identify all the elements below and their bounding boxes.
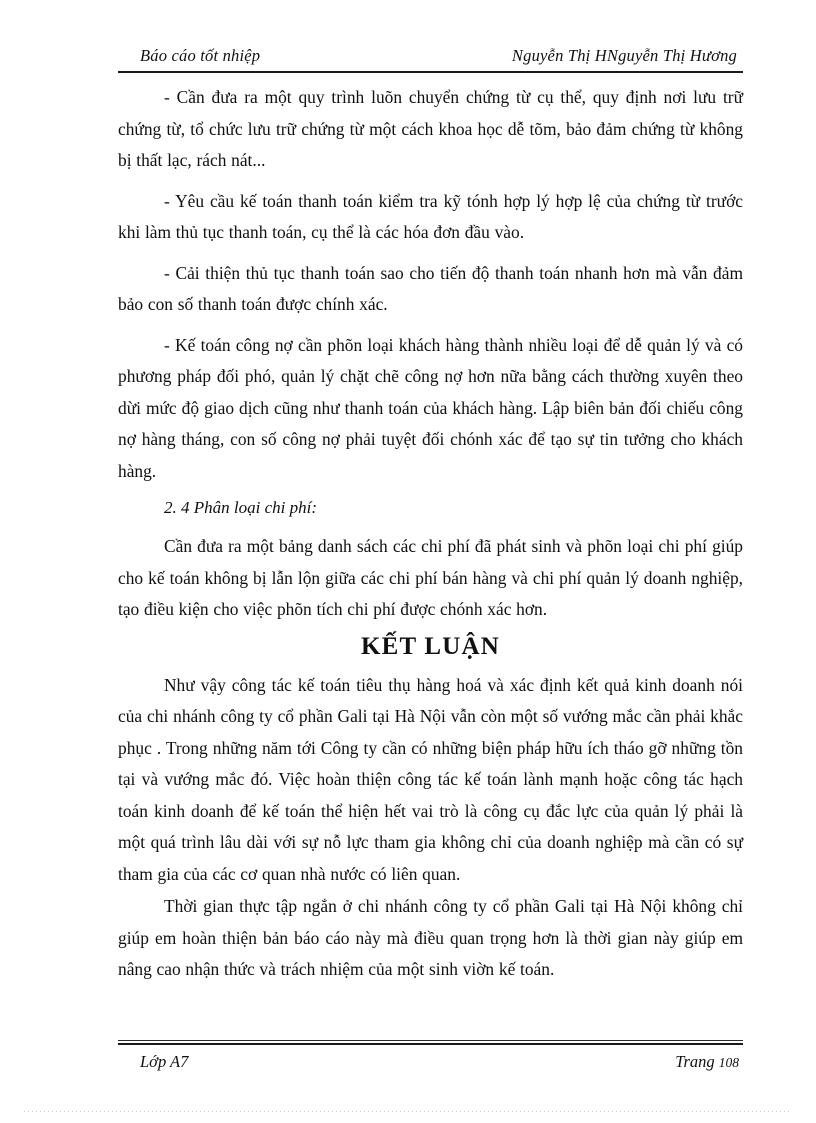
page-footer bbox=[118, 1040, 743, 1072]
footer-divider-rule-thin bbox=[118, 1040, 743, 1041]
page-header-row bbox=[118, 46, 743, 66]
body-paragraph-2: - Yêu cầu kế toán thanh toán kiểm tra kỹ tónh hợp lý hợp lệ của chứng từ trước khi làm thủ tục thanh toán, cụ thể là các hóa đơn đầu vào. bbox=[118, 190, 743, 242]
footer-page-label: Trang bbox=[675, 1052, 715, 1072]
body-paragraph-1: - Cần đưa ra một quy trình luõn chuyển chứng từ cụ thể, quy định nơi lưu trữ chứng từ, tổ chức lưu trữ chứng từ một cách khoa học dễ tõm, bảo đảm chứng từ không bị thất lạc, rách nát... bbox=[118, 87, 743, 170]
header-document-title: Báo cáo tốt nhiệp bbox=[140, 46, 261, 65]
body-paragraph-3: - Cải thiện thủ tục thanh toán sao cho tiến độ thanh toán nhanh hơn mà vẫn đảm bảo con số thanh toán được chính xác. bbox=[118, 262, 743, 314]
footer-divider-rule-thick bbox=[118, 1043, 743, 1045]
page-header bbox=[118, 46, 743, 72]
conclusion-paragraph-1: Như vậy công tác kế toán tiêu thụ hàng hoá và xác định kết quả kinh doanh nói của chi nhánh công ty cổ phần Gali tại Hà Nội vẫn còn một số vướng mắc cần phải khắc phục . Trong những năm tới Công ty cần có những biện pháp hữu ích tháo gỡ những tồn tại và vướng mắc đó. Việc hoàn thiện công tác kế toán lành mạnh hoặc công tác hạch toán kinh doanh để kế toán thể hiện hết vai trò là công cụ đắc lực của quản lý phải là một quá trình lâu dài với sự nỗ lực tham gia không chỉ của doanh nghiệp mà cần có sự tham gia của các cơ quan nhà nước có liên quan. bbox=[118, 674, 743, 884]
footer-page-indicator bbox=[675, 1052, 743, 1072]
conclusion-section-title: KẾT LUẬN bbox=[360, 632, 501, 660]
header-author-name: Nguyễn Thị HNguyễn Thị Hương bbox=[511, 46, 737, 65]
page-footer-row bbox=[118, 1052, 743, 1072]
scan-artifact-line bbox=[24, 1111, 792, 1112]
footer-class-label: Lớp A7 bbox=[140, 1052, 189, 1072]
header-divider-rule bbox=[118, 71, 743, 73]
document-body bbox=[118, 82, 743, 987]
footer-page-number: 108 bbox=[718, 1055, 739, 1071]
subsection-heading-2-4: 2. 4 Phân loại chi phí: bbox=[164, 498, 317, 517]
conclusion-paragraph-2: Thời gian thực tập ngắn ở chi nhánh công ty cổ phần Gali tại Hà Nội không chỉ giúp em hoàn thiện bản báo cáo này mà điều quan trọng hơn là thời gian này giúp em nâng cao nhận thức và trách nhiệm của một sinh viờn kế toán. bbox=[118, 896, 743, 979]
body-paragraph-after-subheading: Cần đưa ra một bảng danh sách các chi phí đã phát sinh và phõn loại chi phí giúp cho kế toán không bị lẫn lộn giữa các chi phí bán hàng và chi phí quản lý doanh nghiệp, tạo điều kiện cho việc phõn tích chi phí được chónh xác hơn. bbox=[118, 536, 743, 619]
body-paragraph-4: - Kế toán công nợ cần phõn loại khách hàng thành nhiều loại để dễ quản lý và có phương pháp đối phó, quản lý chặt chẽ công nợ hơn nữa bằng cách thường xuyên theo dừi mức độ giao dịch cũng như thanh toán của khách hàng. Lập biên bản đối chiếu công nợ hàng tháng, con số công nợ phải tuyệt đối chónh xác để tạo sự tin tưởng cho khách hàng. bbox=[118, 334, 743, 481]
